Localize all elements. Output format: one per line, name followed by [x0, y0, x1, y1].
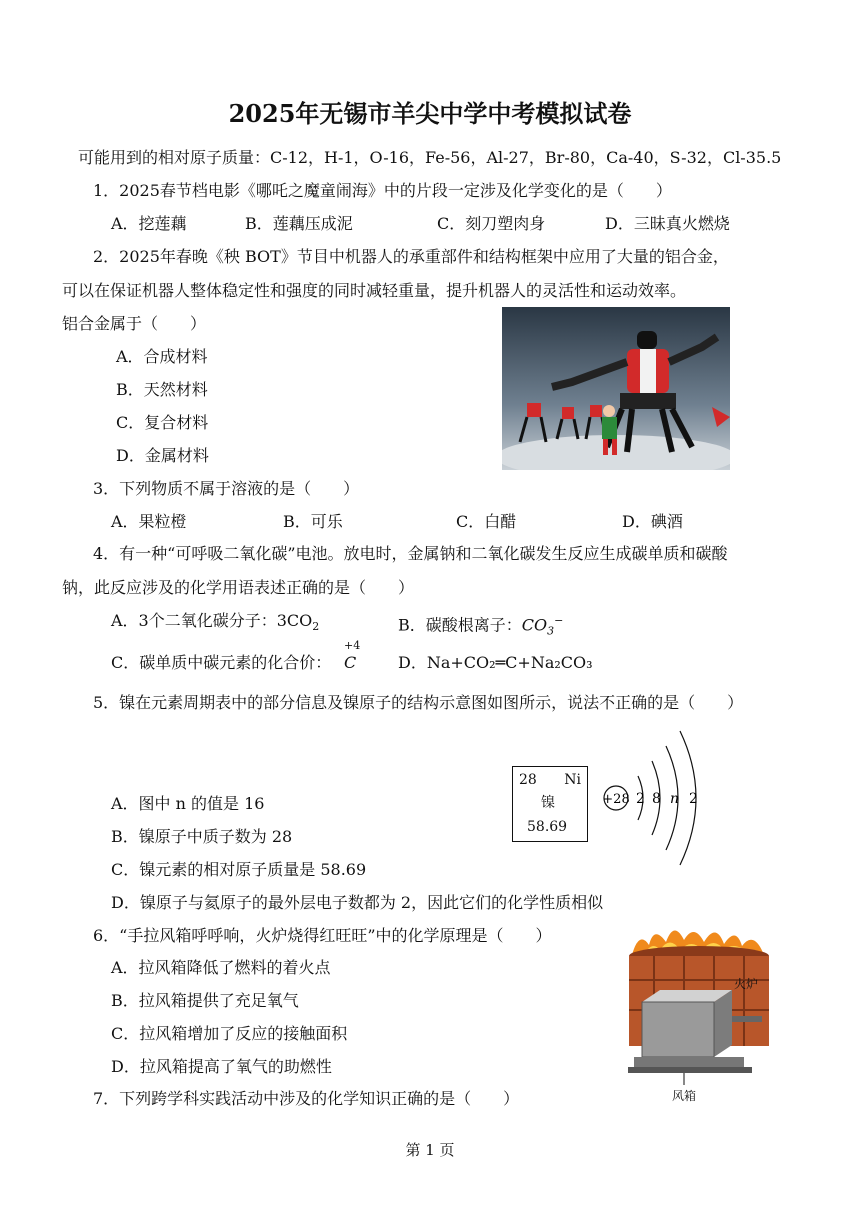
- q3-option-d: D．碘酒: [622, 512, 683, 531]
- nickel-periodic-cell: [512, 766, 588, 842]
- page-title: 2025年无锡市羊尖中学中考模拟试卷: [228, 99, 632, 128]
- element-name: 镍: [541, 795, 555, 811]
- q4-line-1: 4．有一种“可呼吸二氧化碳”电池。放电时，金属钠和二氧化碳发生反应生成碳单质和碳酸: [93, 544, 728, 563]
- q1-option-b: B．莲藕压成泥: [245, 214, 353, 233]
- q2-option-a: A．合成材料: [116, 347, 208, 366]
- q2-option-c: C．复合材料: [116, 413, 209, 432]
- q5-option-d: D．镍原子与氦原子的最外层电子数都为 2，因此它们的化学性质相似: [111, 893, 604, 912]
- bellows-label: 风箱: [671, 1089, 697, 1103]
- nucleus-charge: +28: [602, 792, 630, 807]
- q1-option-c: C．刻刀塑肉身: [437, 214, 546, 233]
- q2-line-1: 2．2025年春晚《秧 BOT》节目中机器人的承重部件和结构框架中应用了大量的铝合金，: [93, 247, 729, 266]
- q6-option-b: B．拉风箱提供了充足氧气: [111, 991, 299, 1010]
- q4-option-a: A．3个二氧化碳分子：$3CO_2$: [111, 611, 320, 634]
- q6-option-d: D．拉风箱提高了氧气的助燃性: [111, 1057, 332, 1076]
- furnace-label: 火炉: [734, 977, 759, 991]
- q3-stem: 3．下列物质不属于溶液的是（ ）: [93, 479, 360, 498]
- atomic-masses-line: 可能用到的相对原子质量：C-12，H-1，O-16，Fe-56，Al-27，Br-80，Ca-40，S-32，Cl-35.5: [78, 148, 782, 167]
- q6-option-a: A．拉风箱降低了燃料的着火点: [111, 958, 331, 977]
- q6-stem: 6．“手拉风箱呼呼响，火炉烧得红旺旺”中的化学原理是（ ）: [93, 926, 552, 945]
- q4-option-c: C．碳单质中碳元素的化合价：: [111, 653, 332, 672]
- q4-carbon-symbol: C: [344, 653, 357, 672]
- bellows-furnace-illustration: [624, 920, 774, 1105]
- q6-option-c: C．拉风箱增加了反应的接触面积: [111, 1024, 348, 1043]
- q3-option-a: A．果粒橙: [111, 512, 187, 531]
- q5-option-c: C．镍元素的相对原子质量是 58.69: [111, 860, 367, 879]
- nickel-atom-diagram: [598, 726, 718, 876]
- element-symbol: Ni: [564, 772, 581, 788]
- q1-option-d: D．三昧真火燃烧: [605, 214, 730, 233]
- atomic-number: 28: [519, 772, 537, 788]
- q3-option-c: C．白醋: [456, 512, 517, 531]
- atomic-mass: 58.69: [527, 819, 568, 835]
- q3-option-b: B．可乐: [283, 512, 343, 531]
- shell-3-count: n: [670, 791, 680, 807]
- shell-1-count: 2: [636, 791, 645, 807]
- q7-stem: 7．下列跨学科实践活动中涉及的化学知识正确的是（ ）: [93, 1089, 520, 1108]
- q4-valence-mark: +4: [344, 639, 361, 652]
- q4-option-b: B．碳酸根离子：$CO_3^-$: [398, 614, 564, 638]
- q4-option-d: D．Na+CO₂═C+Na₂CO₃: [398, 653, 593, 672]
- page-number: 第 1 页: [405, 1141, 455, 1159]
- q2-option-d: D．金属材料: [116, 446, 209, 465]
- shell-2-count: 8: [652, 791, 661, 807]
- q2-line-2: 可以在保证机器人整体稳定性和强度的同时减轻重量，提升机器人的灵活性和运动效率。: [62, 281, 687, 300]
- q1-stem: 1．2025春节档电影《哪吒之魔童闹海》中的片段一定涉及化学变化的是（ ）: [93, 181, 672, 200]
- q2-line-3: 铝合金属于（ ）: [62, 314, 207, 333]
- q5-stem: 5．镍在元素周期表中的部分信息及镍原子的结构示意图如图所示，说法不正确的是（ ）: [93, 693, 744, 712]
- robot-photo: [502, 307, 730, 470]
- q1-option-a: A．挖莲藕: [111, 214, 187, 233]
- q5-option-a: A．图中 n 的值是 16: [111, 794, 265, 813]
- q5-option-b: B．镍原子中质子数为 28: [111, 827, 293, 846]
- shell-4-count: 2: [689, 791, 698, 807]
- q2-option-b: B．天然材料: [116, 380, 208, 399]
- q4-line-2: 钠，此反应涉及的化学用语表述正确的是（ ）: [62, 578, 415, 597]
